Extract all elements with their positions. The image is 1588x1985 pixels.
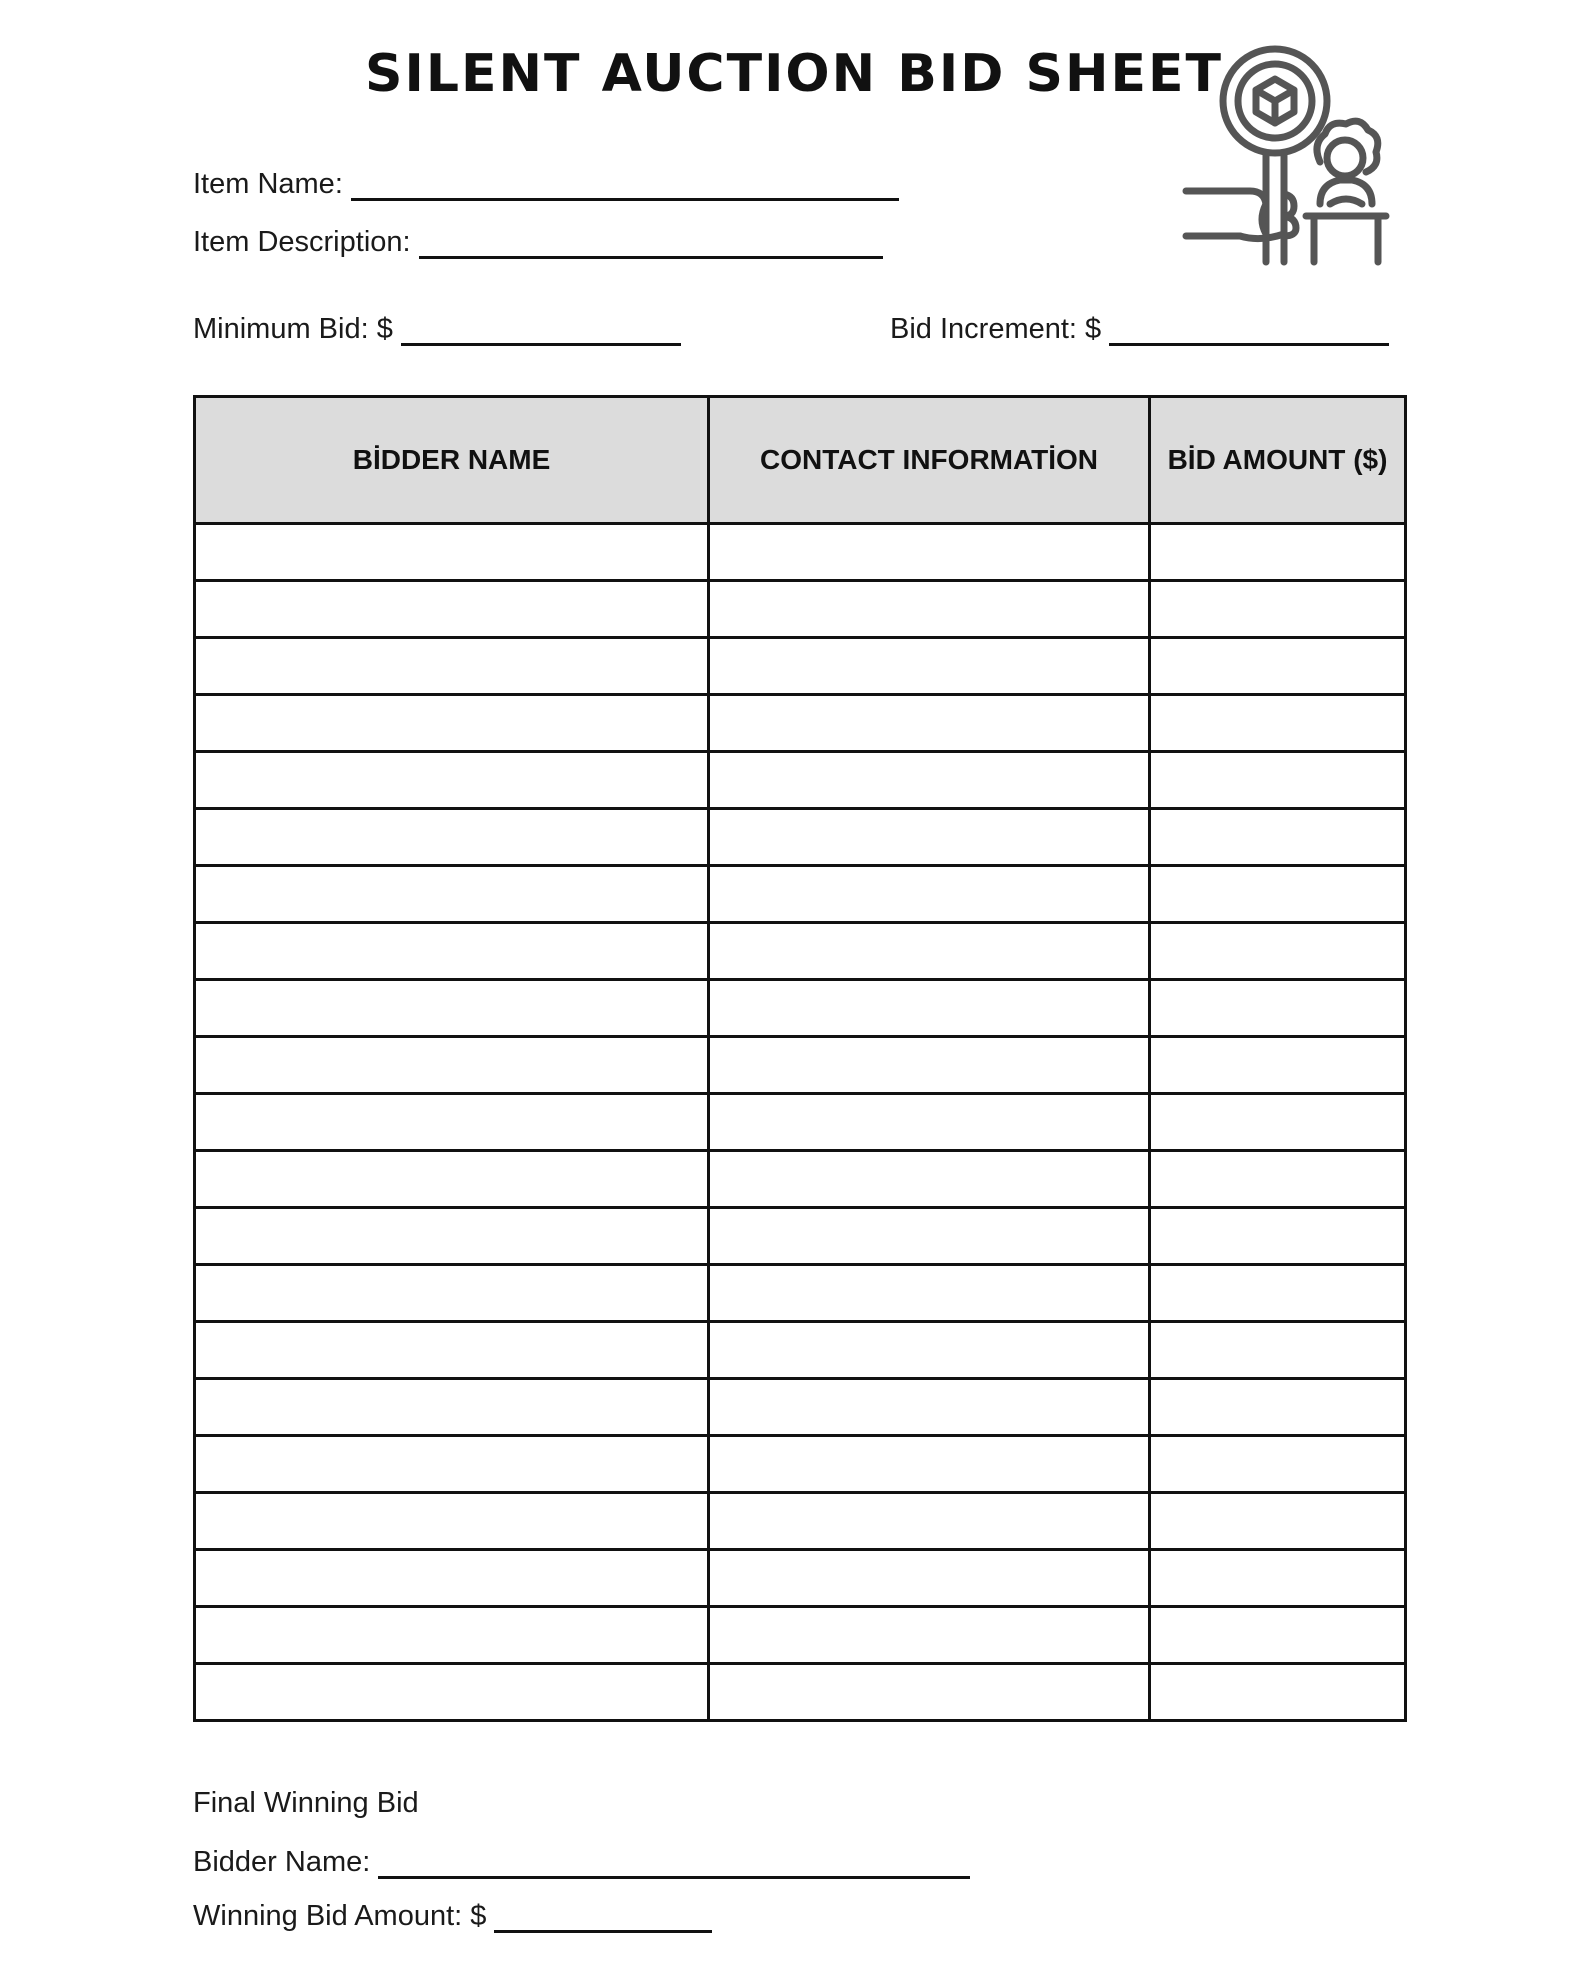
- bidder-name-cell[interactable]: [195, 809, 709, 866]
- bidder-name-cell[interactable]: [195, 1493, 709, 1550]
- contact-information-cell[interactable]: [709, 524, 1150, 581]
- column-header-contact-information: CONTACT INFORMATİON: [709, 397, 1150, 524]
- contact-information-cell[interactable]: [709, 1151, 1150, 1208]
- contact-information-cell[interactable]: [709, 695, 1150, 752]
- bidder-name-cell[interactable]: [195, 581, 709, 638]
- contact-information-cell[interactable]: [709, 1322, 1150, 1379]
- bidder-name-cell[interactable]: [195, 980, 709, 1037]
- bidder-name-cell[interactable]: [195, 695, 709, 752]
- contact-information-cell[interactable]: [709, 923, 1150, 980]
- bid-amount-cell[interactable]: [1150, 1265, 1406, 1322]
- bid-rows: [195, 524, 1406, 1721]
- bid-amount-cell[interactable]: [1150, 923, 1406, 980]
- table-row: [195, 1607, 1406, 1664]
- final-winning-bid-heading: Final Winning Bid: [193, 1787, 419, 1819]
- bid-amount-cell[interactable]: [1150, 752, 1406, 809]
- table-row: [195, 809, 1406, 866]
- bid-amount-cell[interactable]: [1150, 524, 1406, 581]
- winning-bidder-name-field[interactable]: [193, 1848, 970, 1879]
- bid-amount-cell[interactable]: [1150, 1379, 1406, 1436]
- bidder-name-cell[interactable]: [195, 1664, 709, 1721]
- bidder-name-cell[interactable]: [195, 1037, 709, 1094]
- table-row: [195, 1550, 1406, 1607]
- item-description-input-line[interactable]: [419, 255, 883, 259]
- bidder-name-cell[interactable]: [195, 923, 709, 980]
- bid-amount-cell[interactable]: [1150, 1550, 1406, 1607]
- bidder-name-cell[interactable]: [195, 1094, 709, 1151]
- contact-information-cell[interactable]: [709, 1265, 1150, 1322]
- column-header-bid-amount: BİD AMOUNT ($): [1150, 397, 1406, 524]
- item-description-label: Item Description:: [193, 226, 411, 258]
- contact-information-cell[interactable]: [709, 1493, 1150, 1550]
- table-row: [195, 1436, 1406, 1493]
- winning-bidder-name-input-line[interactable]: [378, 1875, 970, 1879]
- bidder-name-cell[interactable]: [195, 866, 709, 923]
- bidder-name-cell[interactable]: [195, 1151, 709, 1208]
- bidder-name-cell[interactable]: [195, 1607, 709, 1664]
- table-row: [195, 1379, 1406, 1436]
- bid-amount-cell[interactable]: [1150, 1607, 1406, 1664]
- table-row: [195, 980, 1406, 1037]
- bid-amount-cell[interactable]: [1150, 581, 1406, 638]
- bidder-name-cell[interactable]: [195, 1379, 709, 1436]
- bid-amount-cell[interactable]: [1150, 1037, 1406, 1094]
- contact-information-cell[interactable]: [709, 1664, 1150, 1721]
- bid-amount-cell[interactable]: [1150, 866, 1406, 923]
- contact-information-cell[interactable]: [709, 752, 1150, 809]
- table-row: [195, 695, 1406, 752]
- item-description-field[interactable]: [193, 228, 883, 259]
- table-row: [195, 524, 1406, 581]
- bid-increment-input-line[interactable]: [1109, 342, 1389, 346]
- bid-amount-cell[interactable]: [1150, 1493, 1406, 1550]
- bidder-name-cell[interactable]: [195, 1322, 709, 1379]
- contact-information-cell[interactable]: [709, 638, 1150, 695]
- contact-information-cell[interactable]: [709, 809, 1150, 866]
- table-row: [195, 923, 1406, 980]
- bid-amount-cell[interactable]: [1150, 809, 1406, 866]
- contact-information-cell[interactable]: [709, 980, 1150, 1037]
- item-name-input-line[interactable]: [351, 197, 899, 201]
- table-header-row: [195, 397, 1406, 524]
- auction-paddle-bidder-icon: [1180, 44, 1410, 274]
- table-row: [195, 1037, 1406, 1094]
- bidder-name-cell[interactable]: [195, 1436, 709, 1493]
- column-header-bidder-name: BİDDER NAME: [195, 397, 709, 524]
- page-title: SILENT AUCTION BID SHEET: [365, 44, 1223, 104]
- winning-bid-amount-field[interactable]: [193, 1902, 712, 1933]
- bidder-name-cell[interactable]: [195, 752, 709, 809]
- minimum-bid-field[interactable]: [193, 315, 681, 346]
- table-row: [195, 638, 1406, 695]
- item-name-field[interactable]: [193, 170, 899, 201]
- bid-amount-cell[interactable]: [1150, 695, 1406, 752]
- contact-information-cell[interactable]: [709, 1550, 1150, 1607]
- winning-bid-amount-input-line[interactable]: [494, 1929, 712, 1933]
- bidder-name-cell[interactable]: [195, 1208, 709, 1265]
- contact-information-cell[interactable]: [709, 1379, 1150, 1436]
- bidder-name-cell[interactable]: [195, 1550, 709, 1607]
- contact-information-cell[interactable]: [709, 581, 1150, 638]
- bidder-name-cell[interactable]: [195, 1265, 709, 1322]
- bid-amount-cell[interactable]: [1150, 1094, 1406, 1151]
- table-row: [195, 581, 1406, 638]
- table-row: [195, 866, 1406, 923]
- bid-table: [193, 395, 1407, 1722]
- minimum-bid-label: Minimum Bid: $: [193, 313, 393, 345]
- bid-amount-cell[interactable]: [1150, 638, 1406, 695]
- bid-increment-label: Bid Increment: $: [890, 313, 1102, 345]
- table-row: [195, 1094, 1406, 1151]
- table-row: [195, 1664, 1406, 1721]
- bidder-name-cell[interactable]: [195, 524, 709, 581]
- bidder-name-cell[interactable]: [195, 638, 709, 695]
- bid-increment-field[interactable]: [890, 315, 1389, 346]
- table-row: [195, 1208, 1406, 1265]
- bid-amount-cell[interactable]: [1150, 1664, 1406, 1721]
- table-row: [195, 752, 1406, 809]
- contact-information-cell[interactable]: [709, 1037, 1150, 1094]
- bid-amount-cell[interactable]: [1150, 1151, 1406, 1208]
- bid-amount-cell[interactable]: [1150, 1436, 1406, 1493]
- bid-amount-cell[interactable]: [1150, 1208, 1406, 1265]
- winning-bidder-name-label: Bidder Name:: [193, 1846, 371, 1878]
- minimum-bid-input-line[interactable]: [401, 342, 681, 346]
- table-row: [195, 1265, 1406, 1322]
- item-name-label: Item Name:: [193, 168, 343, 200]
- winning-bid-amount-label: Winning Bid Amount: $: [193, 1900, 487, 1932]
- contact-information-cell[interactable]: [709, 1607, 1150, 1664]
- contact-information-cell[interactable]: [709, 1094, 1150, 1151]
- contact-information-cell[interactable]: [709, 866, 1150, 923]
- contact-information-cell[interactable]: [709, 1208, 1150, 1265]
- bid-amount-cell[interactable]: [1150, 980, 1406, 1037]
- table-row: [195, 1493, 1406, 1550]
- table-row: [195, 1322, 1406, 1379]
- table-row: [195, 1151, 1406, 1208]
- contact-information-cell[interactable]: [709, 1436, 1150, 1493]
- bid-amount-cell[interactable]: [1150, 1322, 1406, 1379]
